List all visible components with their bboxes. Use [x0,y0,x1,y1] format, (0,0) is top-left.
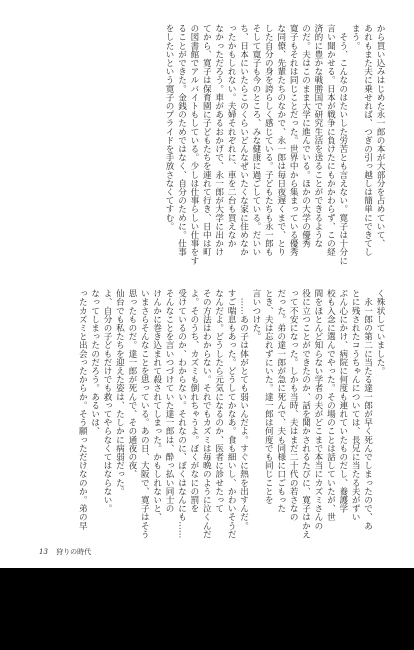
text-line: のだ。夫はこのまま大学に進んでいる。ほかの大学の優秀 [300,24,311,248]
text-line: 永一郎の第二に当たる達一郎が早く死んでしまったので、あ [362,289,373,530]
text-line: な同僚、先輩たちのなかで、永一郎は毎日夜遅くまで、とり [275,24,286,257]
text-line: てから、寛子は保育園に子どもたちを連れて行き、日中は町 [201,24,212,257]
text-line: よ。そのうち、カズミも倒れちゃうよ。ぼくがなにの罰を [188,289,199,513]
text-line: その方法はわからない。それでもカズミは毎晩のように泣くんだ [201,289,212,539]
text-line: した自分の身を誇らしく感じている。子どもたちも永一郎も [263,24,274,257]
text-line: く殊状していました。 [375,289,385,375]
text-line: まう。 [350,24,361,50]
text-line: ……あの子は体がとても弱いんだよ。すぐに熱を出すんだ。 [238,289,249,530]
running-title: 狩りの時代 [56,548,92,556]
text-line: 間をほとんど知らない学者の夫がどこまで本当にカズミさんの [312,289,323,530]
text-line: とに残されたコうちゃんについては、長兄に当たる夫がずい [350,289,361,522]
text-line: ち、日本にいたらこのくらいどんなぜいたくな家に住めなか [238,24,249,257]
text-line: をしたいという寛子のプライドを手放さなくてすむ。 [164,24,175,231]
letterbox-bar [0,568,414,650]
text-block-bottom [30,289,386,540]
text-line: ったカズミと出会ったからか。そう願っただけなのか。弟の早 [77,289,88,530]
page-footer [39,547,91,557]
text-line: の図書館でアルバイトもしている。少しは仕事らしい仕事をす [188,24,199,265]
text-line: 言いつけた。 [250,289,261,341]
text-line: けんかに巻き込まれて殺されてしまった。かもしれないと、 [151,289,162,522]
text-line: ったかもしれない。夫婦それぞれに、車を二台も買えなか [226,24,237,248]
text-line: そんなことを言いつづけていた達一郎は、酔っ払い同士の [164,289,175,513]
text-line: 役に立つことができたのか、話を聞かされるたびに、寛子はかえ [300,289,311,539]
text-block-top [30,24,386,276]
text-line: から買い込みはじめた永一郎の本が大部分を占めていて、 [375,24,385,248]
text-line: 済的に豊かな戦勝国で研究生活を送ることができるような [312,24,323,248]
text-line: 言い聞かせる。日本が戦争に負けたにもかかわらず、この経 [325,24,336,257]
text-line: 寛子もそれは同じことだった。世界中から集まっている優秀 [288,24,299,257]
text-line: とき、夫は忘れずにいた。達一郎は何度でも同じことを [263,289,274,504]
text-line: だった。弟の達一郎が急に死んで、夫も同様に口ごもった [275,289,286,513]
text-line: 仙台でも私たちを迎えた姿は、たしかに病弱だった。 [114,289,125,496]
text-line: 受けているのか、わからない。それなのに、ぼくはなんにも…… [176,289,187,539]
text-line: ることができた。金銭のためではなく、自分のために。仕事 [176,24,187,257]
text-line: そう、こんなのはたいした労苦とも言えない。寛子は十分に [337,24,348,265]
text-line: そして寛子も今のところ、みな健康に過ごしている。だいい [250,24,261,257]
text-line: よ、自分の子どもだけでも救ってやらなくてはならない。 [102,289,113,513]
text-line: いまさらそんなことを思っている。あの日、大阪で、寛子はそう [139,289,150,539]
text-line: って不安になった。しかも当時、夫はまだ二十代の若さなの [288,289,299,522]
text-line: 校も入念に選んでやった。その場のことは話していたが、世 [325,289,336,522]
page-number: 13 [39,548,48,556]
text-line: あれもまた夫に乗せれば、つぎの引っ越しは簡単にできてし [362,24,373,257]
text-line: なかっただろう。車があるおかげで、永一郎が大学に出かけ [213,24,224,257]
text-line: ぶん心にかけ、病院に何度も連れていたものだし、養護学 [337,289,348,513]
text-line: なってしまったのだろう。あるいは、 [89,289,100,436]
text-line: すご喘息もあった。どうしてかなあ。食も細いし、かわいそうだ [226,289,237,539]
text-line: 思ったものだ。達一郎が死んで、その通夜の夜、 [126,289,137,479]
text-line: なんだよ。どうしたら元気になるのか、医者に診せたって [213,289,224,513]
